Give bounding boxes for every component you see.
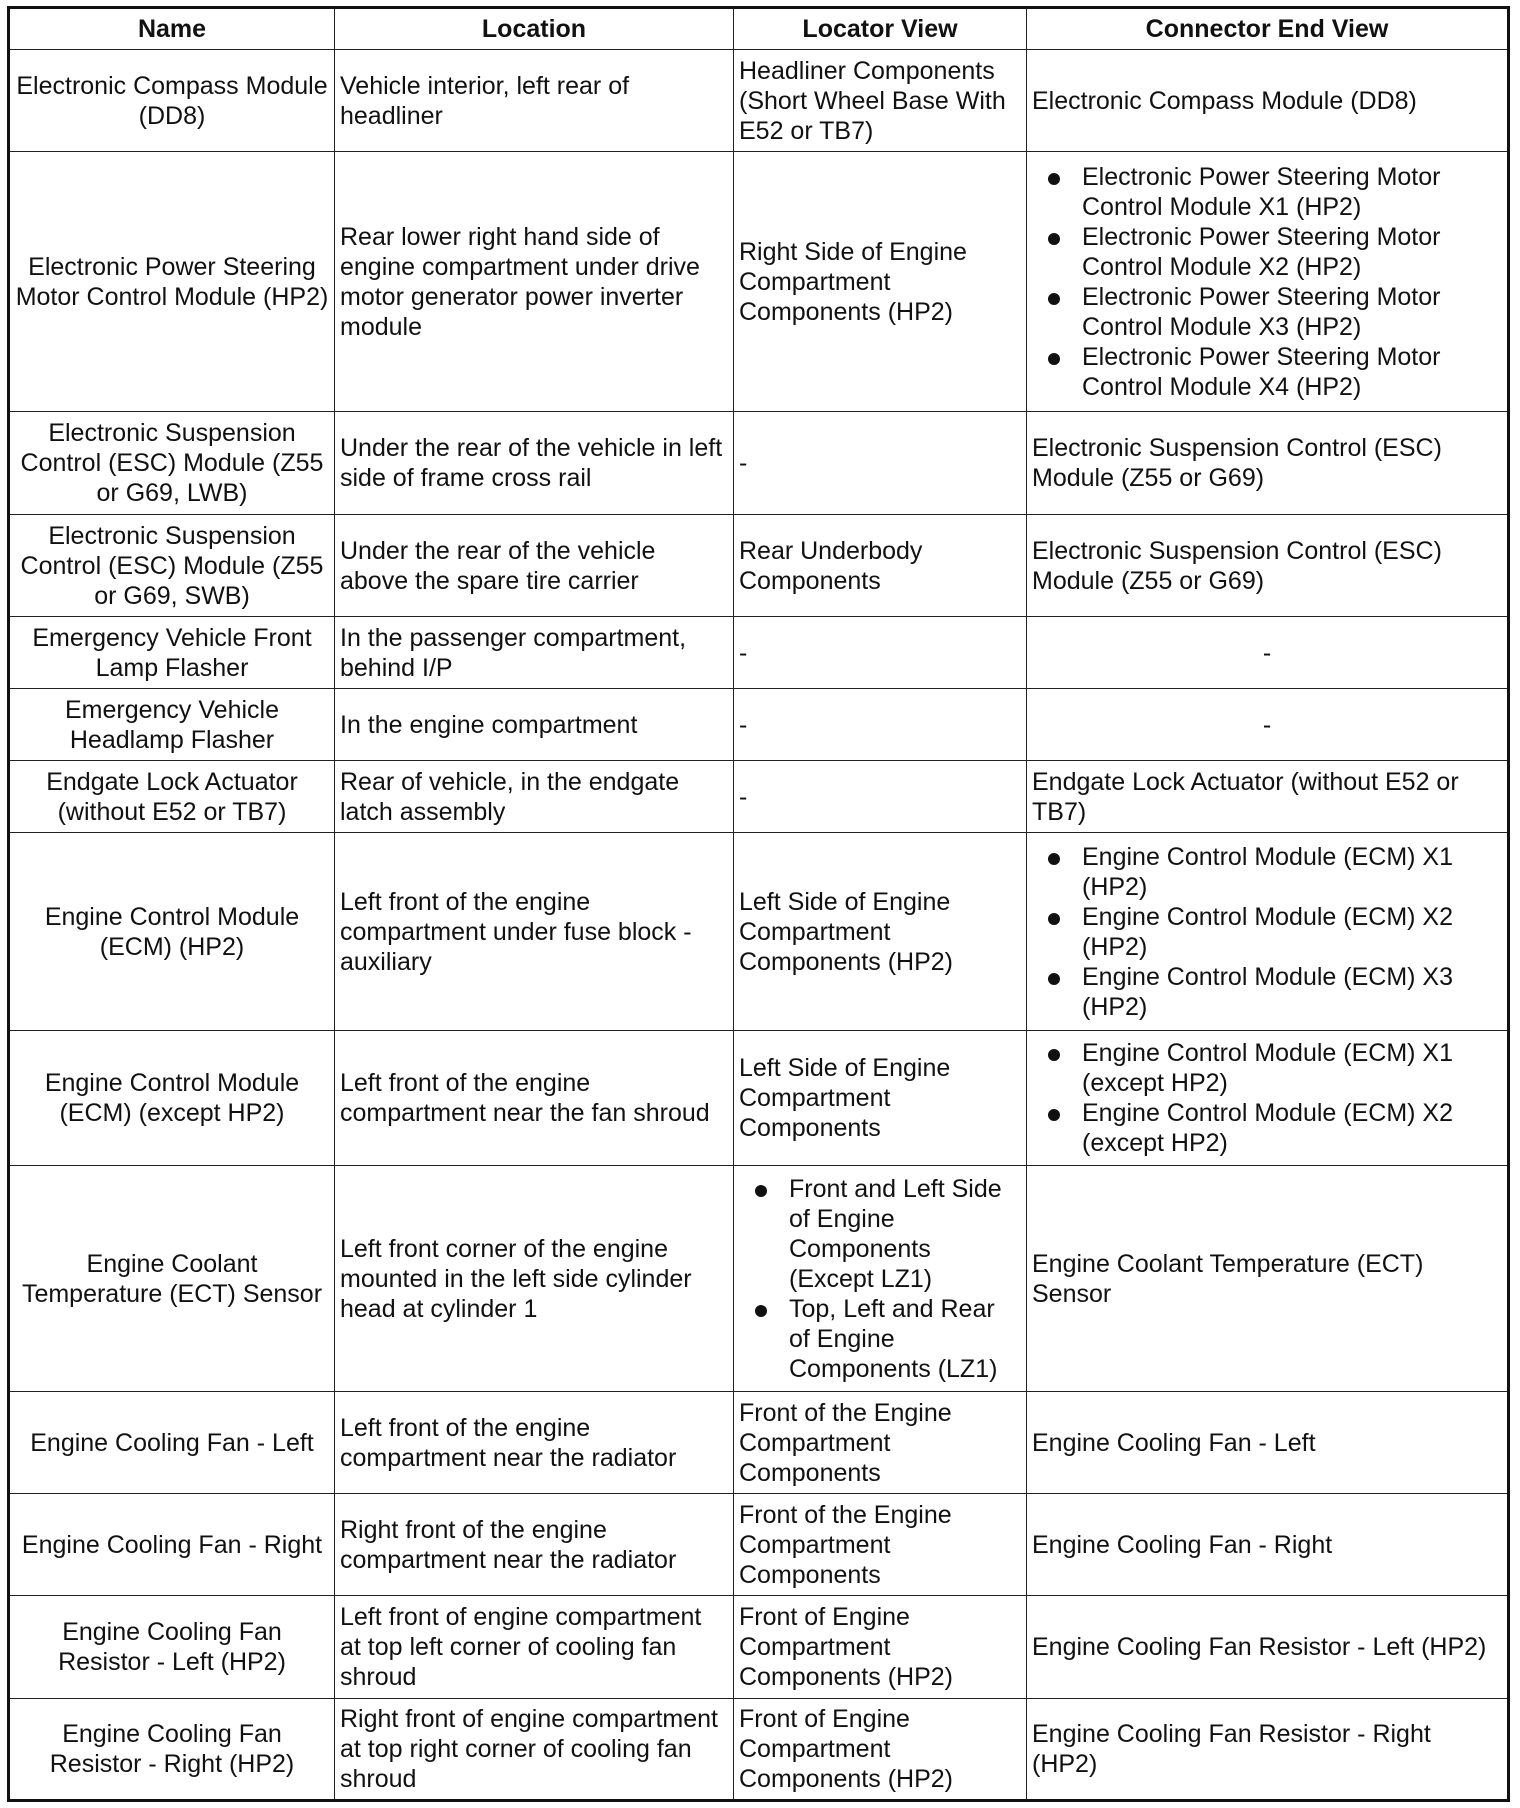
cell-locator-view: Front of the Engine Compartment Components [734,1392,1027,1494]
bullet-item: Front and Left Side of Engine Components (Except LZ1) [739,1174,1021,1294]
cell-name: Electronic Power Steering Motor Control Module (HP2) [9,152,335,412]
bullet-item: Engine Control Module (ECM) X2 (except HP2) [1032,1098,1502,1158]
cell-connector-end-view: Engine Cooling Fan - Left [1027,1392,1509,1494]
cell-locator-view [734,1166,1027,1392]
cell-connector-end-view: - [1027,617,1509,689]
cell-location: Under the rear of the vehicle in left side of frame cross rail [335,412,734,515]
table-row [9,1596,1509,1699]
cell-name: Emergency Vehicle Headlamp Flasher [9,689,335,761]
bullet-list [1032,1038,1502,1158]
cell-locator-view: Rear Underbody Components [734,515,1027,617]
cell-name: Emergency Vehicle Front Lamp Flasher [9,617,335,689]
table-row [9,50,1509,152]
bullet-list [1032,162,1502,402]
header-locator-view: Locator View [734,8,1027,50]
cell-location: Left front of the engine compartment near the fan shroud [335,1031,734,1166]
cell-connector-end-view: Engine Coolant Temperature (ECT) Sensor [1027,1166,1509,1392]
cell-location: In the passenger compartment, behind I/P [335,617,734,689]
cell-name: Electronic Suspension Control (ESC) Module (Z55 or G69, SWB) [9,515,335,617]
cell-locator-view: Front of Engine Compartment Components (HP2) [734,1699,1027,1801]
cell-locator-view: - [734,412,1027,515]
cell-name: Endgate Lock Actuator (without E52 or TB7) [9,761,335,833]
cell-name: Engine Cooling Fan Resistor - Left (HP2) [9,1596,335,1699]
bullet-item: Electronic Power Steering Motor Control Module X3 (HP2) [1032,282,1502,342]
header-connector-end-view: Connector End View [1027,8,1509,50]
cell-connector-end-view: Engine Cooling Fan - Right [1027,1494,1509,1596]
cell-location: Vehicle interior, left rear of headliner [335,50,734,152]
cell-name: Engine Control Module (ECM) (HP2) [9,833,335,1031]
component-locator-table [7,6,1510,1802]
cell-connector-end-view: - [1027,689,1509,761]
bullet-list [739,1174,1021,1384]
cell-name: Electronic Compass Module (DD8) [9,50,335,152]
cell-locator-view: - [734,617,1027,689]
bullet-item: Electronic Power Steering Motor Control Module X1 (HP2) [1032,162,1502,222]
cell-name: Engine Cooling Fan - Right [9,1494,335,1596]
cell-name: Engine Coolant Temperature (ECT) Sensor [9,1166,335,1392]
cell-locator-view: - [734,689,1027,761]
cell-location: Right front of the engine compartment near the radiator [335,1494,734,1596]
table-row [9,833,1509,1031]
cell-locator-view: Left Side of Engine Compartment Components (HP2) [734,833,1027,1031]
table-row [9,1166,1509,1392]
cell-connector-end-view: Endgate Lock Actuator (without E52 or TB7) [1027,761,1509,833]
table-header [9,8,1509,50]
cell-location: Left front of the engine compartment near the radiator [335,1392,734,1494]
cell-name: Engine Control Module (ECM) (except HP2) [9,1031,335,1166]
bullet-list [1032,842,1502,1022]
table-row [9,1031,1509,1166]
table-row [9,1494,1509,1596]
bullet-item: Top, Left and Rear of Engine Components (LZ1) [739,1294,1021,1384]
cell-name: Engine Cooling Fan - Left [9,1392,335,1494]
bullet-item: Electronic Power Steering Motor Control Module X4 (HP2) [1032,342,1502,402]
table-row [9,761,1509,833]
cell-name: Electronic Suspension Control (ESC) Module (Z55 or G69, LWB) [9,412,335,515]
table-row [9,412,1509,515]
cell-locator-view: Front of Engine Compartment Components (HP2) [734,1596,1027,1699]
bullet-item: Electronic Power Steering Motor Control Module X2 (HP2) [1032,222,1502,282]
table-row [9,689,1509,761]
table-row [9,617,1509,689]
bullet-item: Engine Control Module (ECM) X1 (HP2) [1032,842,1502,902]
cell-connector-end-view [1027,1031,1509,1166]
cell-location: Under the rear of the vehicle above the spare tire carrier [335,515,734,617]
cell-connector-end-view [1027,152,1509,412]
cell-connector-end-view: Electronic Suspension Control (ESC) Module (Z55 or G69) [1027,515,1509,617]
cell-locator-view: Right Side of Engine Compartment Components (HP2) [734,152,1027,412]
cell-connector-end-view: Electronic Suspension Control (ESC) Module (Z55 or G69) [1027,412,1509,515]
table-row [9,1699,1509,1801]
bullet-item: Engine Control Module (ECM) X3 (HP2) [1032,962,1502,1022]
cell-location: Rear of vehicle, in the endgate latch assembly [335,761,734,833]
cell-connector-end-view [1027,833,1509,1031]
cell-locator-view: Headliner Components (Short Wheel Base With E52 or TB7) [734,50,1027,152]
cell-location: Rear lower right hand side of engine compartment under drive motor generator power inverter module [335,152,734,412]
bullet-item: Engine Control Module (ECM) X1 (except HP2) [1032,1038,1502,1098]
cell-locator-view: - [734,761,1027,833]
header-name: Name [9,8,335,50]
table-body [9,50,1509,1801]
cell-name: Engine Cooling Fan Resistor - Right (HP2) [9,1699,335,1801]
cell-location: Right front of engine compartment at top right corner of cooling fan shroud [335,1699,734,1801]
cell-connector-end-view: Electronic Compass Module (DD8) [1027,50,1509,152]
cell-location: Left front of the engine compartment under fuse block - auxiliary [335,833,734,1031]
cell-locator-view: Front of the Engine Compartment Components [734,1494,1027,1596]
table-row [9,1392,1509,1494]
table-row [9,152,1509,412]
bullet-item: Engine Control Module (ECM) X2 (HP2) [1032,902,1502,962]
cell-connector-end-view: Engine Cooling Fan Resistor - Right (HP2) [1027,1699,1509,1801]
cell-locator-view: Left Side of Engine Compartment Components [734,1031,1027,1166]
header-row [9,8,1509,50]
cell-location: Left front of engine compartment at top left corner of cooling fan shroud [335,1596,734,1699]
cell-connector-end-view: Engine Cooling Fan Resistor - Left (HP2) [1027,1596,1509,1699]
header-location: Location [335,8,734,50]
cell-location: In the engine compartment [335,689,734,761]
table-row [9,515,1509,617]
cell-location: Left front corner of the engine mounted in the left side cylinder head at cylinder 1 [335,1166,734,1392]
